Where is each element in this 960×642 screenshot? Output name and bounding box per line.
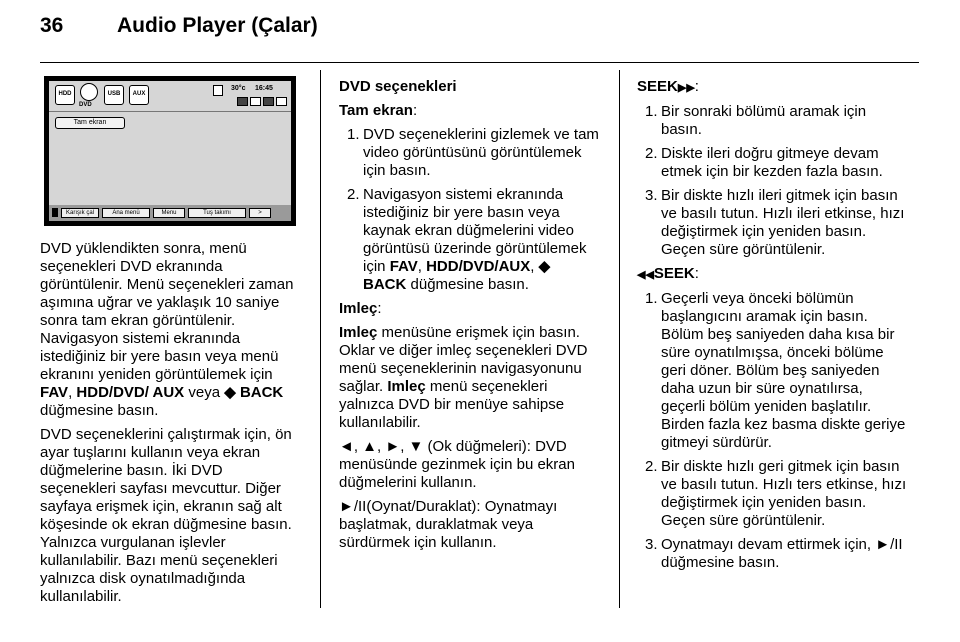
clock: 16:45 bbox=[255, 85, 273, 92]
hdd-button: HDD bbox=[55, 85, 75, 105]
marker-icon bbox=[52, 208, 58, 217]
list-item: 3. Oynatmayı devam ettirmek için, ►/II düğmesine basın. bbox=[645, 536, 903, 571]
usb-button: USB bbox=[104, 85, 124, 105]
back-arrow-icon: ◆ bbox=[538, 258, 551, 275]
play-paragraph: ►/II(Oynat/Duraklat): Oynatmayı başlatmak, duraklatmak veya sürdürmek için kullanın. bbox=[339, 498, 558, 551]
fullscreen-steps bbox=[339, 126, 605, 294]
list-item: 1. Bir sonraki bölümü aramak için basın. bbox=[645, 103, 867, 138]
list-item: 2. Diskte ileri doğru gitmeye devam etmek için bir kezden fazla basın. bbox=[645, 145, 883, 180]
shuffle-button: Karışık çal bbox=[61, 208, 99, 218]
status-icons bbox=[237, 97, 287, 106]
seek-back-steps bbox=[637, 290, 909, 572]
next-page-button: > bbox=[249, 208, 271, 218]
rewind-icon: ◀◀ bbox=[637, 269, 654, 281]
page-title: Audio Player (Çalar) bbox=[117, 14, 318, 37]
list-item: 3. Bir diskte hızlı ileri gitmek için basın ve basılı tutun. Hızlı ileri etkinse, hızı değiştirmek için yeniden basın. Geçen süre görüntülenir. bbox=[645, 187, 905, 258]
play-pause-icon: ►/II bbox=[339, 498, 367, 515]
bottom-bar bbox=[49, 205, 291, 221]
aux-button: AUX bbox=[129, 85, 149, 105]
column-3: SEEK▶▶: 1. Bir sonraki bölümü aramak için basın. 2. Diskte ileri doğru gitmeye devam etmek için bir kezden fazla basın. 3. Bir diskte hızlı ileri gitmek için basın ve basılı tutun. Hızlı ileri etkinse, hızı değiştirmek için yeniden basın. Geçen süre görüntülenir. ◀◀SEEK: 1. Geçerli veya önceki bölümün başlangıcını aramak için basın. Bölüm beş saniyeden daha kısa bir süre oynatılmışsa, önceki bölüme geri döner. Bölüm beş saniyeden daha uzun bir süre oynatılırsa, geçerli bölüm yeniden başlatılır. Birden fazla kez basma diskte geriye gitmeyi sürdürür. 2. Bir diskte hızlı geri gitmek için basın ve basılı tutun. Hızlı ters etkinse, hızı değiştirmek için yeniden basın. Geçen süre görüntülenir. 3. Oynatmayı devam ettirmek için, ►/II düğmesine basın. bbox=[637, 78, 909, 578]
arrow-buttons-icon: ◄, ▲, ►, ▼ bbox=[339, 438, 424, 455]
column-2: DVD seçenekleri Tam ekran: 1. DVD seçeneklerini gizlemek ve tam video görüntüsünü görüntülemek için basın. 2. Navigasyon sistemi ekranında istediğiniz bir yere basın veya kaynak ekran düğmelerini video görüntüsü üzerinde görüntülemek için FAV, HDD/DVD/AUX, ◆ BACK düğmesine basın. Imleç: Imleç menüsüne erişmek için basın. Oklar ve diğer imleç seçenekleri DVD menü seçeneklerinin navigasyonunu sağlar. Imleç menü seçenekleri yalnızca DVD bir menüye sahipse kullanılabilir. ◄, ▲, ►, ▼ (Ok düğmeleri): DVD menüsünde gezinmek için bu ekran düğmelerini kullanın. ►/II(Oynat/Duraklat): Oynatmayı başlatmak, duraklatmak veya sürdürmek için kullanın. bbox=[339, 78, 605, 558]
list-item: 1. Geçerli veya önceki bölümün başlangıcını aramak için basın. Bölüm beş saniyeden daha kısa bir süre oynatılmışsa, önceki bölüme geri döner. Bölüm beş saniyeden daha uzun bir süre oynatılırsa, geçerli bölüm yeniden başlatılır. Birden fazla kez basma diskte geriye gitmeyi sürdürür. bbox=[645, 290, 906, 451]
section-heading: DVD seçenekleri bbox=[339, 78, 457, 95]
back-arrow-icon: ◆ bbox=[224, 384, 240, 401]
temperature: 30°c bbox=[231, 85, 246, 92]
options-paragraph: DVD seçeneklerini çalıştırmak için, ön ayar tuşlarını kullanın veya ekran düğmelerine basın. İki DVD seçenekleri sayfası mevcuttur. Diğer sayfaya erişmek için, ekranın sağ alt köşesinde ok ekran düğmesine basın. Yalnızca vurgulanan işlevler kullanılabilir. Bazı menü seçenekleri yalnızca disk oynatılmadığında kullanılabilir. bbox=[40, 426, 292, 605]
column-divider bbox=[619, 70, 620, 608]
arrows-paragraph: ◄, ▲, ►, ▼ (Ok düğmeleri): DVD menüsünde gezinmek için bu ekran düğmelerini kullanın. bbox=[339, 438, 575, 491]
dvd-label: DVD bbox=[79, 102, 92, 108]
page-number: 36 bbox=[40, 14, 64, 37]
keypad-button: Tuş takımı bbox=[188, 208, 246, 218]
cursor-heading: Imleç bbox=[339, 300, 378, 317]
list-item: 2. Navigasyon sistemi ekranında istediğiniz bir yere basın veya kaynak ekran düğmelerini video görüntüsü üzerinde görüntülemek için FAV, HDD/DVD/AUX, ◆ BACK düğmesine basın. bbox=[347, 186, 587, 293]
column-1 bbox=[40, 240, 302, 612]
fast-forward-icon: ▶▶ bbox=[677, 82, 695, 94]
list-item: 2. Bir diskte hızlı geri gitmek için basın ve basılı tutun. Hızlı ters etkinse, hızı değiştirmek için yeniden basın. Geçen süre görüntülenir. bbox=[645, 458, 907, 529]
dvd-disc-icon bbox=[80, 83, 98, 101]
seek-forward-steps bbox=[637, 103, 909, 259]
main-menu-button: Ana menü bbox=[102, 208, 150, 218]
column-divider bbox=[320, 70, 321, 608]
cursor-paragraph: Imleç menüsüne erişmek için basın. Oklar ve diğer imleç seçenekleri DVD menü seçeneklerinin navigasyonunu sağlar. Imleç menü seçenekleri yalnızca DVD bir menüye sahipse kullanılabilir. bbox=[339, 324, 588, 431]
fullscreen-button: Tam ekran bbox=[55, 117, 125, 129]
info-icon bbox=[213, 85, 223, 96]
fullscreen-heading: Tam ekran bbox=[339, 102, 413, 119]
header-rule bbox=[40, 62, 919, 63]
dvd-screen-illustration bbox=[44, 76, 296, 226]
menu-button: Menu bbox=[153, 208, 185, 218]
seek-back-heading: SEEK bbox=[653, 265, 695, 282]
seek-forward-heading: SEEK bbox=[637, 78, 678, 95]
list-item: 1. DVD seçeneklerini gizlemek ve tam video görüntüsünü görüntülemek için basın. bbox=[347, 126, 599, 179]
intro-paragraph: DVD yüklendikten sonra, menü seçenekleri DVD ekranında görüntülenir. Menü seçenekleri zaman aşımına uğrar ve yaklaşık 10 saniye sonra tam ekran görüntülenir. Navigasyon sistemi ekranında istediğiniz bir yere basın veya menü ekranını yeniden görüntülemek için FAV, HDD/DVD/ AUX veya ◆ BACK düğmesine basın. bbox=[40, 240, 294, 419]
